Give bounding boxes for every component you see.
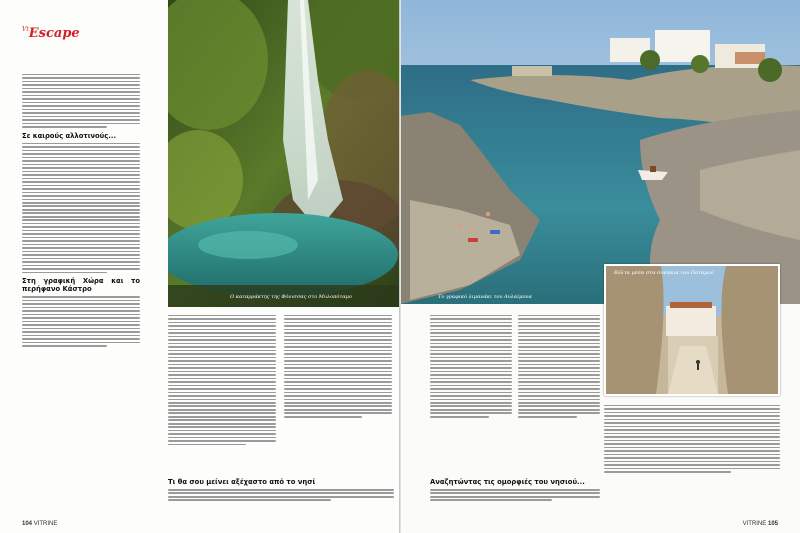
left-bottom-heading-block	[168, 474, 394, 514]
heading-unforgettable: Τι θα σου μείνει αξέχαστο από το νησί	[168, 478, 316, 486]
waterfall-caption: Ο καταρράκτης της Φόνισσας στο Μυλοπόταμο	[230, 294, 352, 300]
left-folio: 104 VITRINE	[22, 521, 58, 527]
bay-image	[400, 0, 800, 304]
inset-photo	[604, 264, 780, 396]
intro-paragraph	[22, 74, 140, 128]
right-heading-block	[430, 474, 600, 514]
chora-paragraph	[22, 296, 140, 346]
right-text-column-3	[604, 403, 780, 511]
heading-chora-castle: Στη γραφική Χώρα και το περήφανο Κάστρο	[22, 277, 140, 294]
right-text-column-2	[518, 313, 600, 473]
right-page	[400, 0, 800, 533]
inset-caption: Βόλτα μέσα στα σοκάκια του Ποταμού	[614, 270, 714, 276]
section-logo: $^{Vt}$Escape	[22, 26, 80, 41]
right-folio: VITRINE 105	[742, 521, 778, 527]
waterfall-photo	[168, 0, 400, 307]
history-paragraph	[22, 143, 140, 274]
right-text-column-1	[430, 313, 512, 473]
bay-photo	[400, 0, 800, 304]
left-text-column	[22, 72, 140, 512]
inset-image	[606, 266, 778, 394]
left-bottom-column-2	[284, 313, 392, 473]
heading-island-beauties: Αναζητώντας τις ομορφιές του νησιού...	[430, 478, 585, 486]
spine	[399, 0, 401, 533]
bay-caption: Το γραφικό λιμανάκι του Αυλαίμονα	[438, 294, 532, 300]
waterfall-image	[168, 0, 400, 307]
heading-old-times: Σε καιρούς αλλοτινούς...	[22, 131, 117, 140]
